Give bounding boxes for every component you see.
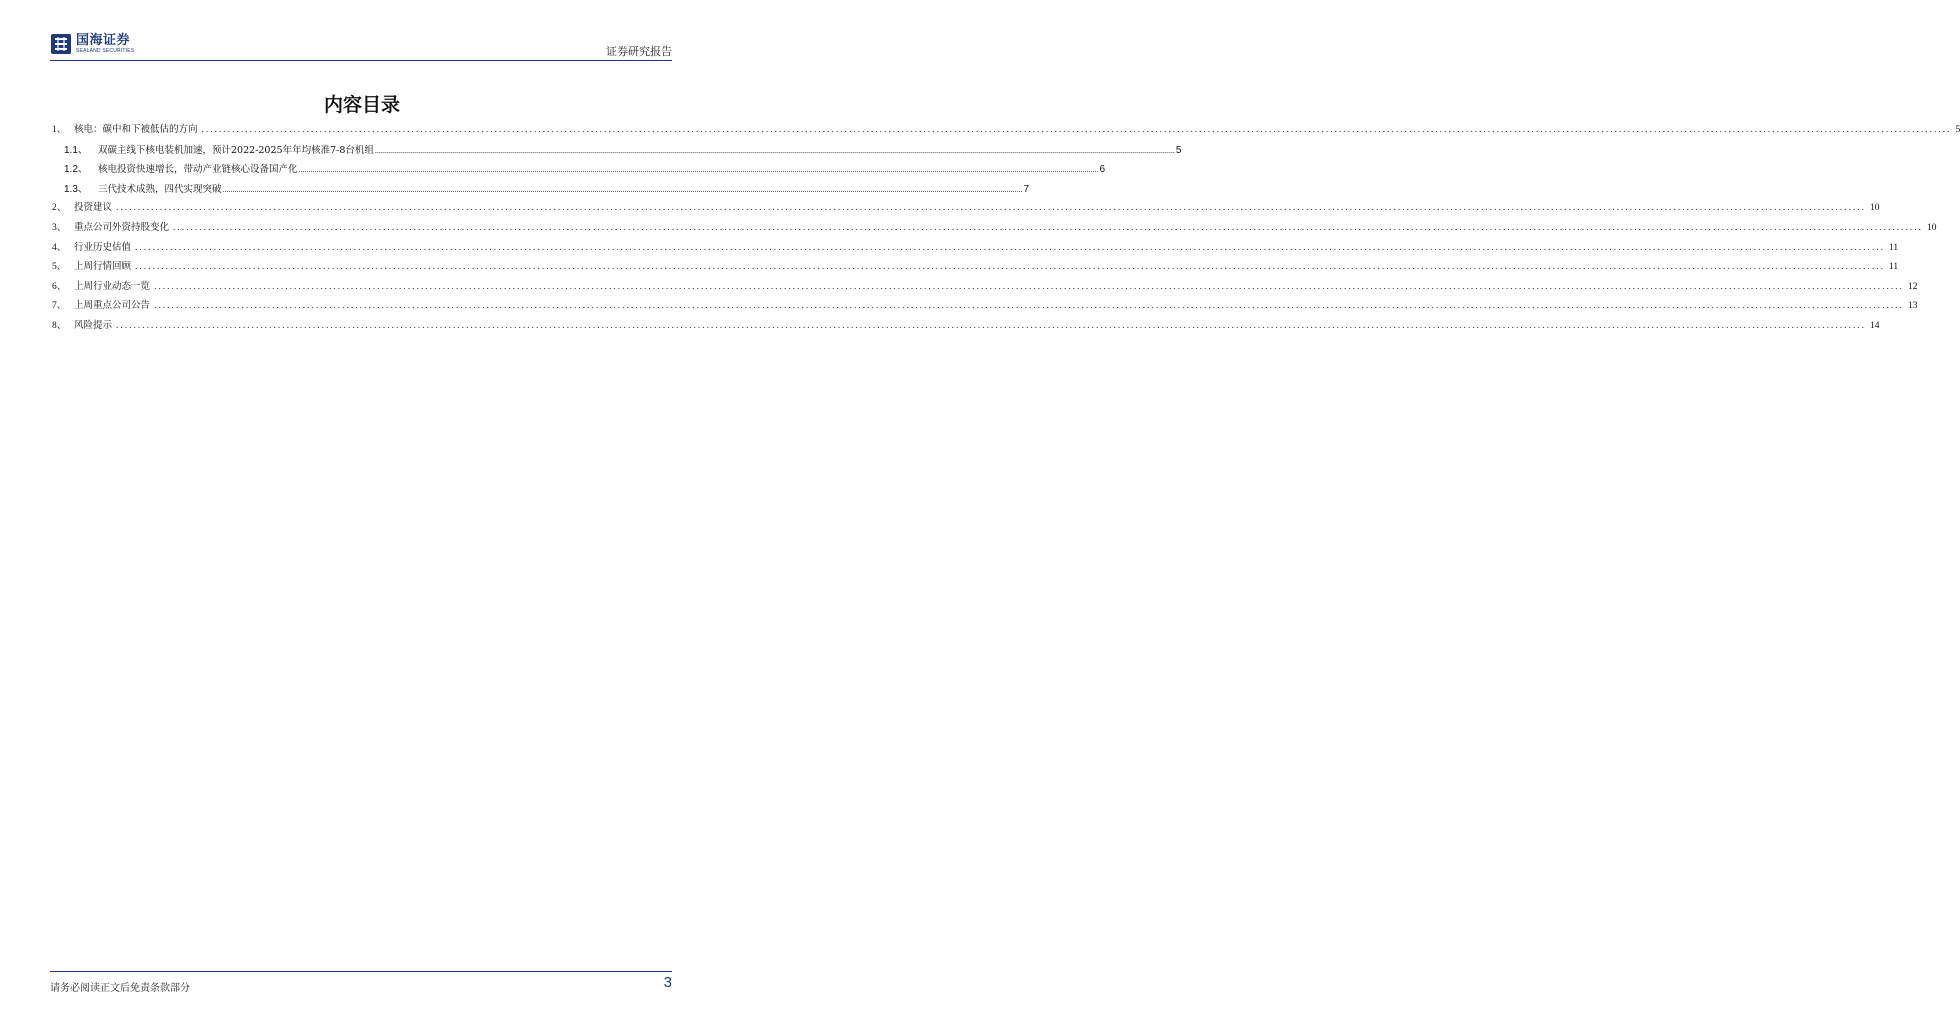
toc-leader-dots: ................................................................................................................................................................................................................................................................................................................................................................................................................ [116, 203, 1867, 214]
toc-entry-page: 10 [1870, 203, 1880, 214]
toc-leader-dots: ................................................................................................................................................................................................................................................................................................................................................................................................................ [116, 320, 1867, 331]
toc-entry-label: 上周重点公司公告 [74, 300, 151, 312]
toc-entry-label: 投资建议 [74, 202, 113, 214]
toc-entry-label: 上周行情回顾 [74, 261, 132, 273]
toc-leader-dots: ................................................................................................................................................................................................................................................................................................................................................................................................................ [135, 262, 1886, 273]
toc-leader-dots: ................................................................................................................................................................................................................................................................................................................................................................................................................ [173, 222, 1924, 233]
page-header [50, 30, 672, 61]
toc-entry-number: 6、 [52, 281, 67, 292]
toc-entry-label: 核电投资快速增长，带动产业链核心设备国产化 [98, 164, 298, 176]
toc-entry[interactable] [52, 199, 1880, 219]
toc-entry[interactable] [52, 160, 1106, 180]
disclaimer-text: 请务必阅读正文后免责条款部分 [50, 983, 190, 994]
toc-entry[interactable] [52, 297, 1918, 317]
toc-entry-page: 6 [1099, 164, 1106, 176]
toc-entry[interactable] [52, 180, 1030, 200]
toc-entry[interactable] [52, 258, 1899, 278]
toc-leader-dots: ................................................................................................................................................................................................................................................................................................................................................................................................................ [374, 145, 1175, 155]
toc-entry-label: 风险提示 [74, 319, 113, 331]
toc-entry-number: 1.2、 [64, 164, 88, 176]
toc-entry[interactable] [52, 278, 1918, 298]
toc-entry[interactable] [52, 239, 1899, 259]
toc-entry[interactable] [52, 219, 1937, 239]
page-footer [50, 971, 672, 994]
toc-leader-dots: ................................................................................................................................................................................................................................................................................................................................................................................................................ [298, 165, 1099, 175]
toc-entry-page: 7 [1023, 183, 1030, 195]
toc-entry-page: 5 [1955, 125, 1960, 135]
company-name-cn: 国海证券 [76, 33, 131, 48]
toc-leader-dots: ................................................................................................................................................................................................................................................................................................................................................................................................................ [135, 242, 1886, 253]
toc-entry-page: 10 [1927, 222, 1937, 233]
toc-leader-dots: ................................................................................................................................................................................................................................................................................................................................................................................................................ [222, 184, 1023, 194]
toc-entry-number: 7、 [52, 301, 67, 312]
toc-leader-dots: ................................................................................................................................................................................................................................................................................................................................................................................................................ [154, 301, 1905, 312]
toc-title: 内容目录 [323, 94, 400, 116]
toc-entry-label: 上周行业动态一览 [74, 280, 151, 292]
toc-entry-page: 5 [1175, 144, 1182, 156]
toc-entry[interactable] [52, 317, 1880, 337]
toc-entry-label: 重点公司外资持股变化 [74, 221, 170, 233]
toc-entry[interactable] [52, 121, 1960, 141]
toc-entry-number: 1.1、 [64, 144, 88, 156]
sealand-logo-icon [50, 33, 72, 55]
toc-entry-number: 2、 [52, 203, 67, 214]
toc-entry-page: 14 [1870, 320, 1880, 331]
page-number: 3 [663, 974, 672, 991]
toc-entry-label: 核电：碳中和下被低估的方向 [74, 124, 198, 135]
toc-leader-dots: ................................................................................................................................................................................................................................................................................................................................................................................................................ [201, 125, 1952, 135]
table-of-contents [52, 121, 1960, 337]
toc-entry-page: 12 [1908, 281, 1918, 292]
toc-entry-page: 11 [1889, 242, 1899, 253]
toc-entry[interactable] [52, 141, 1182, 161]
toc-entry-label: 行业历史估值 [74, 241, 132, 253]
company-logo [50, 33, 134, 55]
document-type: 证券研究报告 [606, 45, 672, 58]
toc-entry-page: 11 [1889, 262, 1899, 273]
toc-entry-page: 13 [1908, 301, 1918, 312]
company-name-en: SEALAND SECURITIES [76, 48, 135, 54]
toc-entry-number: 1.3、 [64, 183, 88, 195]
toc-entry-label: 双碳主线下核电装机加速，预计2022-2025年年均核准7-8台机组 [98, 144, 374, 156]
toc-entry-number: 5、 [52, 262, 67, 273]
toc-leader-dots: ................................................................................................................................................................................................................................................................................................................................................................................................................ [154, 281, 1905, 292]
toc-entry-number: 8、 [52, 320, 67, 331]
toc-entry-number: 3、 [52, 222, 67, 233]
toc-entry-label: 三代技术成熟，四代实现突破 [98, 183, 222, 195]
toc-entry-number: 4、 [52, 242, 67, 253]
toc-entry-number: 1、 [52, 125, 67, 135]
